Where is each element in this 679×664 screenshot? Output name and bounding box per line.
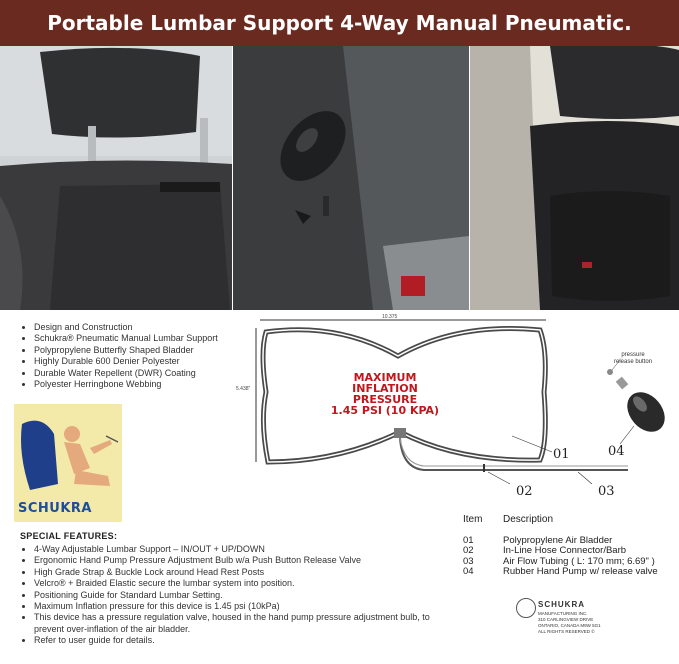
special-item: • Maximum Inflation pressure for this device is 1.45 psi (10kPa) — [34, 601, 439, 612]
callout-line-04 — [620, 426, 634, 444]
item-number: 02 — [463, 545, 474, 556]
special-item: • Velcro® + Braided Elastic secure the lumbar system into position. — [34, 578, 439, 589]
table-header — [463, 515, 658, 526]
item-number: 04 — [463, 566, 474, 577]
width-dimension-label: 10.375 — [382, 314, 398, 320]
item-description: Air Flow Tubing ( L: 170 mm; 6.69" ) — [503, 555, 655, 567]
callout-line-03 — [578, 472, 592, 484]
company-line: ALL RIGHTS RESERVED © — [538, 629, 595, 634]
company-line: MANUFACTURING INC. — [538, 611, 588, 616]
feature-item: • Polypropylene Butterfly Shaped Bladder — [34, 345, 218, 356]
item-description: In-Line Hose Connector/Barb — [503, 545, 627, 556]
company-seal-icon — [516, 598, 536, 618]
special-item: • Refer to user guide for details. — [34, 635, 439, 646]
lumbar-cushion-photo — [470, 46, 679, 310]
callout-03: 03 — [598, 484, 615, 499]
callout-04: 04 — [608, 444, 625, 459]
pressure-line-2: PRESSURE — [352, 393, 418, 406]
max-pressure-label — [325, 372, 445, 416]
feature-item: • Durable Water Repellent (DWR) Coating — [34, 368, 218, 379]
item-number: 01 — [463, 534, 474, 546]
feature-item: • Schukra® Pneumatic Manual Lumbar Support — [34, 333, 218, 344]
parts-table — [463, 515, 658, 578]
company-line: ONTARIO, CANADA M9W 5G1 — [538, 623, 601, 628]
logo-text: SCHUKRA — [18, 501, 92, 516]
special-item: • Positioning Guide for Standard Lumbar Setting. — [34, 590, 439, 601]
hand-pump-icon — [607, 360, 668, 439]
height-dimension-label: 5.438" — [236, 386, 251, 392]
special-item: • Ergonomic Hand Pump Pressure Adjustment Bulb w/a Push Button Release Valve — [34, 555, 439, 566]
company-line: 310 CARLINGVIEW DRIVE — [538, 617, 594, 622]
feature-item: • Highly Durable 600 Denier Polyester — [34, 356, 218, 367]
feature-item: • Design and Construction — [34, 322, 218, 333]
features-list — [22, 322, 218, 390]
callout-01: 01 — [553, 447, 570, 462]
special-features-title: SPECIAL FEATURES: — [20, 531, 118, 541]
column-header-item: Item — [463, 514, 483, 525]
item-description: Rubber Hand Pump w/ release valve — [503, 566, 658, 577]
company-address — [538, 611, 601, 635]
company-name: SCHUKRA — [538, 600, 585, 609]
item-description: Polypropylene Air Bladder — [503, 534, 613, 546]
hose-connector — [394, 428, 406, 438]
feature-item: • Polyester Herringbone Webbing — [34, 379, 218, 390]
special-item: • This device has a pressure regulation valve, housed in the hand pump pressure adjustment bulb, to prevent over-inflation of the air bladder. — [34, 612, 439, 635]
bladder-diagram — [248, 312, 668, 502]
table-row — [463, 567, 658, 578]
pressure-release-label: pressure release button — [613, 352, 653, 365]
headrest-photo — [0, 46, 232, 310]
pressure-line-1: MAXIMUM INFLATION — [352, 371, 418, 395]
callout-02: 02 — [516, 484, 533, 499]
special-features-list — [22, 544, 439, 647]
special-item: • 4-Way Adjustable Lumbar Support – IN/OUT + UP/DOWN — [34, 544, 439, 555]
column-header-description: Description — [503, 514, 554, 525]
hand-pump-photo — [233, 46, 469, 310]
special-item: • High Grade Strap & Buckle Lock around Head Rest Posts — [34, 567, 439, 578]
table-row — [463, 546, 658, 557]
schukra-logo — [14, 404, 122, 522]
item-number: 03 — [463, 555, 474, 567]
callout-line-02 — [488, 472, 510, 484]
pressure-line-3: 1.45 PSI (10 KPA) — [330, 404, 440, 417]
page-title: Portable Lumbar Support 4-Way Manual Pneumatic. — [0, 0, 679, 46]
